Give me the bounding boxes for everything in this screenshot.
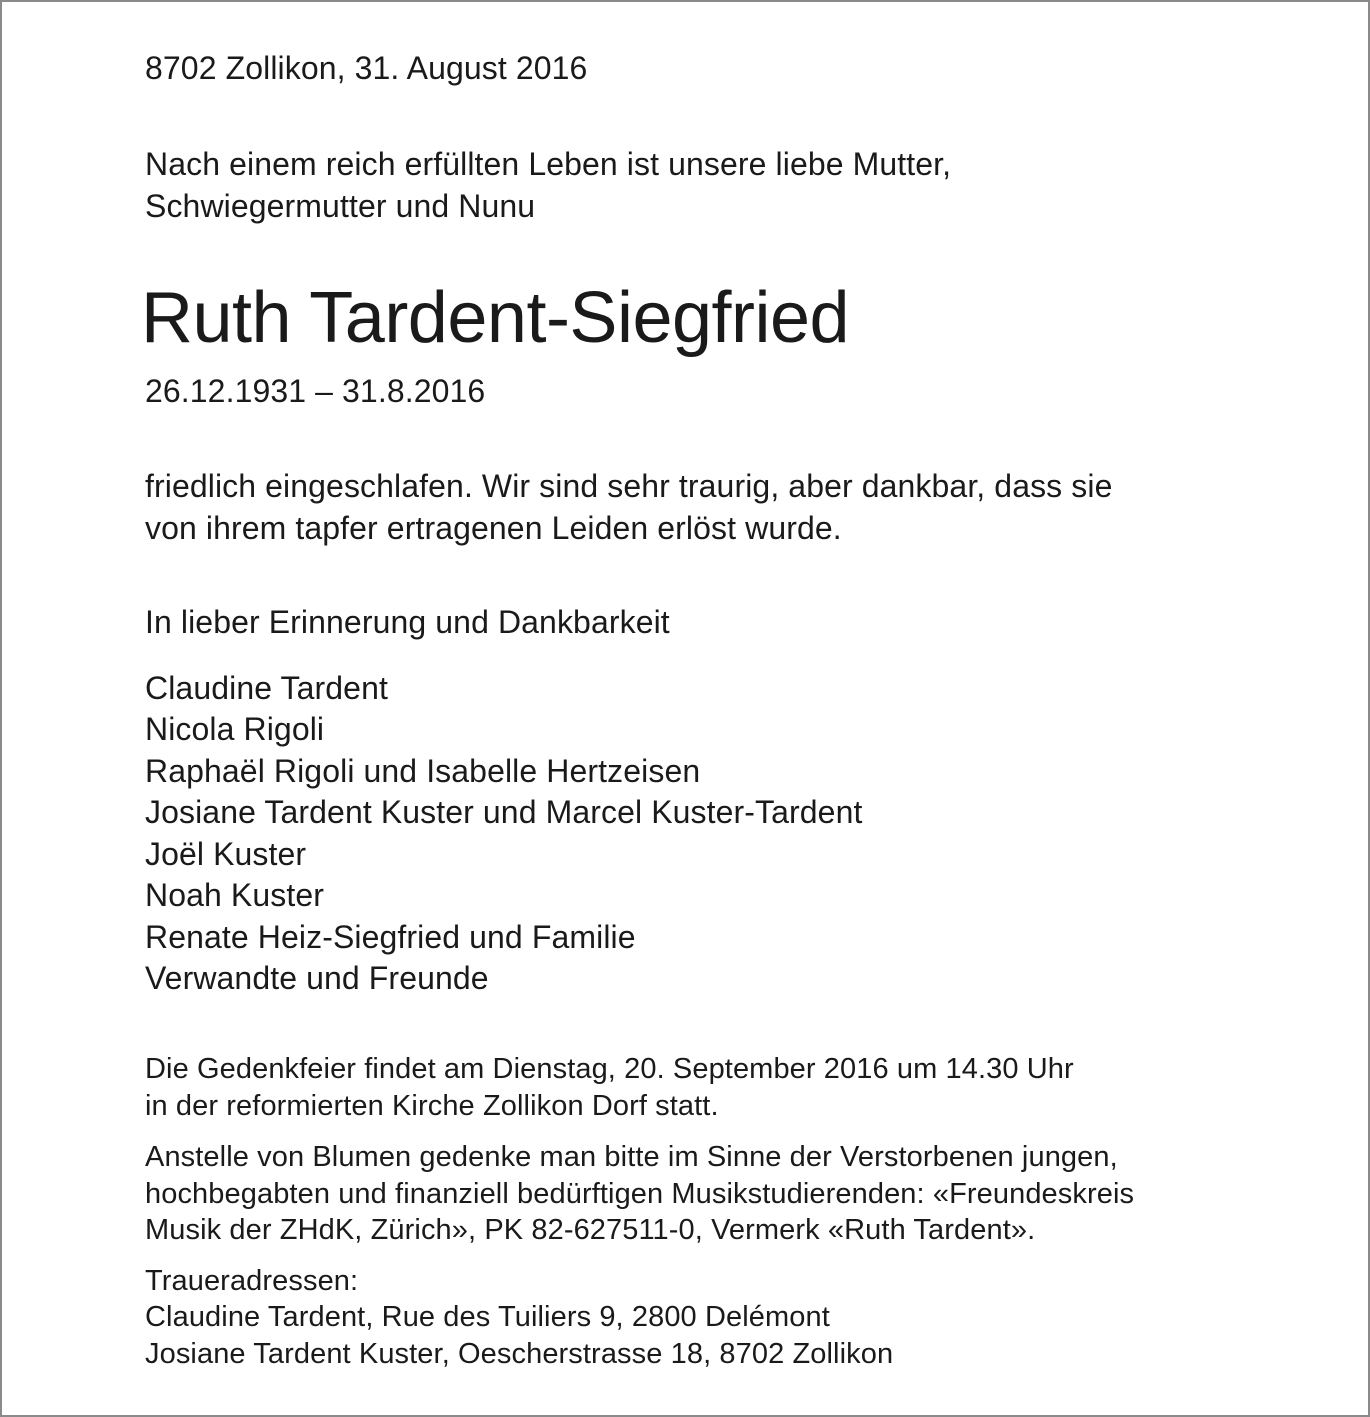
address-line: Claudine Tardent, Rue des Tuiliers 9, 2800 Delémont — [145, 1301, 830, 1333]
mourner-name: Joël Kuster — [145, 836, 307, 872]
deceased-name: Ruth Tardent-Siegfried — [141, 278, 850, 358]
intro-line: Schwiegermutter und Nunu — [145, 188, 536, 224]
mourner-name: Noah Kuster — [145, 877, 324, 913]
message-line: friedlich eingeschlafen. Wir sind sehr traurig, aber dankbar, dass sie — [145, 468, 1113, 504]
addresses-label: Traueradressen: — [145, 1265, 359, 1297]
ceremony-line: Die Gedenkfeier findet am Dienstag, 20. September 2016 um 14.30 Uhr — [145, 1053, 1074, 1085]
intro-line: Nach einem reich erfüllten Leben ist unsere liebe Mutter, — [145, 146, 952, 182]
donation-line: Anstelle von Blumen gedenke man bitte im Sinne der Verstorbenen jungen, — [145, 1141, 1118, 1173]
mourner-name: Verwandte und Freunde — [145, 960, 489, 996]
ceremony-line: in der reformierten Kirche Zollikon Dorf statt. — [145, 1090, 719, 1122]
mourner-name: Renate Heiz-Siegfried und Familie — [145, 919, 636, 955]
donation-line: Musik der ZHdK, Zürich», PK 82-627511-0, Vermerk «Ruth Tardent». — [145, 1214, 1036, 1246]
remembrance-line: In lieber Erinnerung und Dankbarkeit — [145, 604, 670, 640]
mourner-name: Raphaël Rigoli und Isabelle Hertzeisen — [145, 753, 701, 789]
donation-line: hochbegabten und finanziell bedürftigen Musikstudierenden: «Freundeskreis — [145, 1178, 1135, 1210]
place-date: 8702 Zollikon, 31. August 2016 — [145, 50, 588, 86]
mourner-name: Josiane Tardent Kuster und Marcel Kuster-Tardent — [145, 794, 863, 830]
address-line: Josiane Tardent Kuster, Oescherstrasse 18, 8702 Zollikon — [145, 1338, 894, 1370]
life-dates: 26.12.1931 – 31.8.2016 — [145, 373, 486, 409]
message-line: von ihrem tapfer ertragenen Leiden erlöst wurde. — [145, 510, 842, 546]
mourner-name: Nicola Rigoli — [145, 711, 325, 747]
mourner-name: Claudine Tardent — [145, 670, 388, 706]
